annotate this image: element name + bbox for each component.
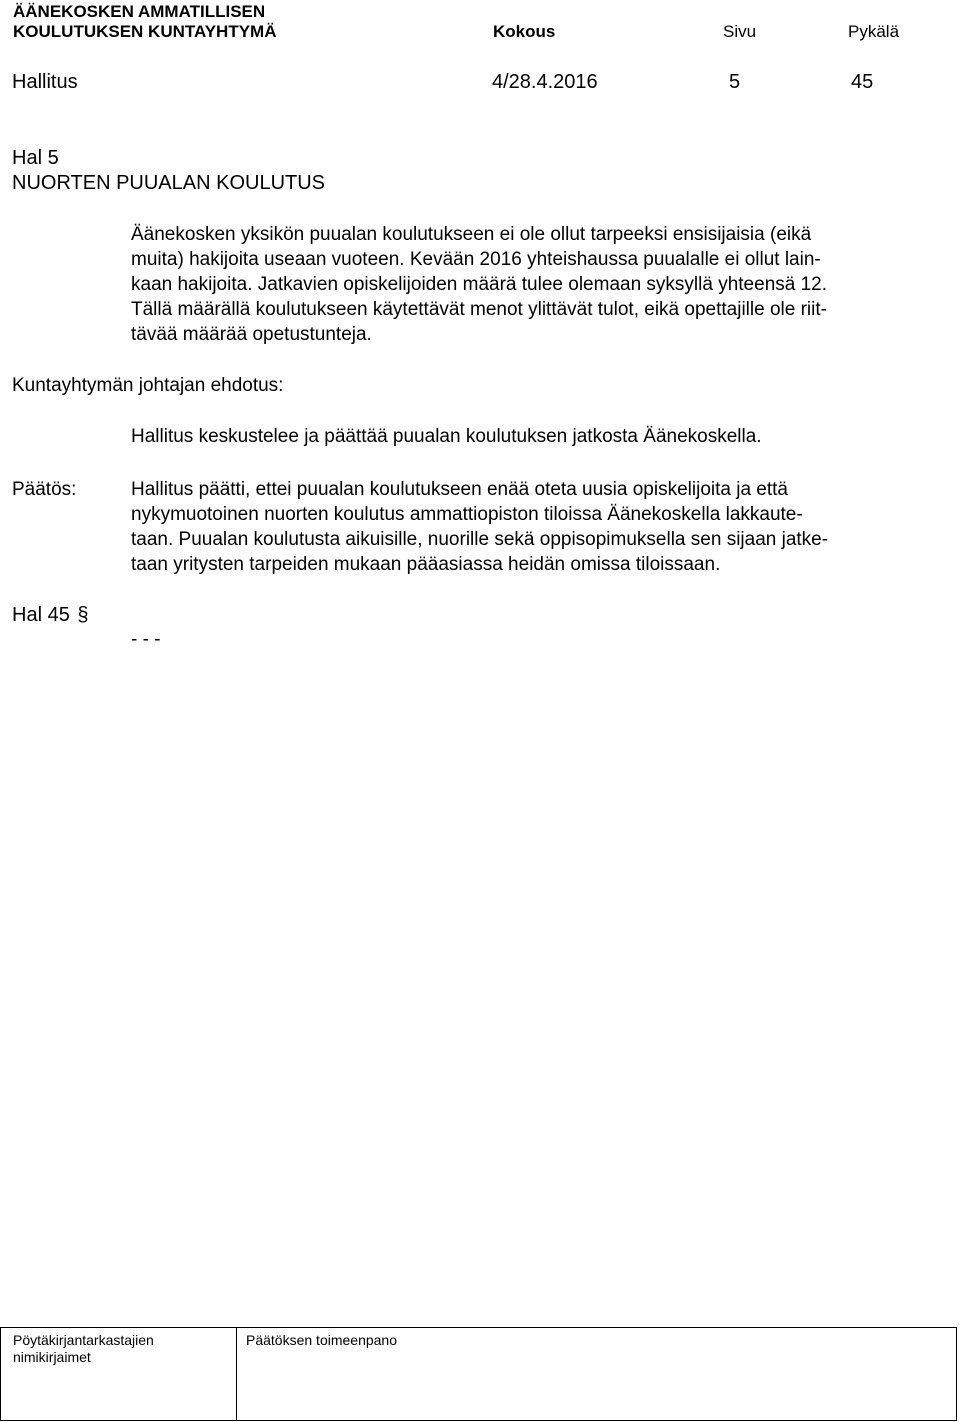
body-line: muita) hakijoita useaan vuoteen. Kevään 2016 yhteishaussa puualalle ei ollut lain- xyxy=(131,249,821,270)
item-body xyxy=(131,222,946,347)
item-reference: Hal 5 xyxy=(12,147,59,169)
footer-implementation-label: Päätöksen toimeenpano xyxy=(246,1332,397,1348)
meta-page: 5 xyxy=(729,71,741,93)
decision-line: nykymuotoinen nuorten koulutus ammattiopiston tiloissa Äänekoskella lakkaute- xyxy=(131,504,803,525)
proposal-text: Hallitus keskustelee ja päättää puualan koulutuksen jatkosta Äänekoskella. xyxy=(131,426,762,447)
proposal-label: Kuntayhtymän johtajan ehdotus: xyxy=(12,375,284,396)
section-symbol: § xyxy=(77,604,89,626)
org-name-line1: ÄÄNEKOSKEN AMMATILLISEN xyxy=(13,2,266,21)
footer-box xyxy=(0,1327,957,1421)
decision-label: Päätös: xyxy=(12,479,77,500)
meta-body: Hallitus xyxy=(12,71,78,93)
hal-reference-text: Hal 45 xyxy=(12,604,70,626)
body-line: tävää määrää opetustunteja. xyxy=(131,324,372,345)
footer-divider xyxy=(236,1328,237,1420)
header-section-label: Pykälä xyxy=(848,22,900,41)
meta-meeting: 4/28.4.2016 xyxy=(492,71,598,93)
item-title: NUORTEN PUUALAN KOULUTUS xyxy=(12,172,326,194)
header-page-label: Sivu xyxy=(723,22,757,41)
body-line: kaan hakijoita. Jatkavien opiskelijoiden määrä tulee olemaan syksyllä yhteensä 12. xyxy=(131,274,828,295)
end-mark: - - - xyxy=(131,629,161,650)
decision-line: taan yritysten tarpeiden mukaan pääasiassa heidän omissa tiloissaan. xyxy=(131,554,721,575)
org-name-line2: KOULUTUKSEN KUNTAYHTYMÄ xyxy=(13,22,277,41)
body-line: Tällä määrällä koulutukseen käytettävät menot ylittävät tulot, eikä opettajille ole riit- xyxy=(131,299,827,320)
hal-reference xyxy=(12,603,89,627)
header-meeting-label: Kokous xyxy=(493,22,556,41)
footer-signatures-label-line1: Pöytäkirjantarkastajien xyxy=(13,1332,154,1348)
decision-line: taan. Puualan koulutusta aikuisille, nuorille sekä oppisopimuksella sen sijaan jatke- xyxy=(131,529,829,550)
body-line: Äänekosken yksikön puualan koulutukseen ei ole ollut tarpeeksi ensisijaisia (eikä xyxy=(131,224,812,245)
decision-line: Hallitus päätti, ettei puualan koulutukseen enää oteta uusia opiskelijoita ja että xyxy=(131,479,788,500)
decision-text xyxy=(131,477,946,577)
meta-section: 45 xyxy=(851,71,874,93)
footer-signatures-label-line2: nimikirjaimet xyxy=(13,1349,91,1365)
